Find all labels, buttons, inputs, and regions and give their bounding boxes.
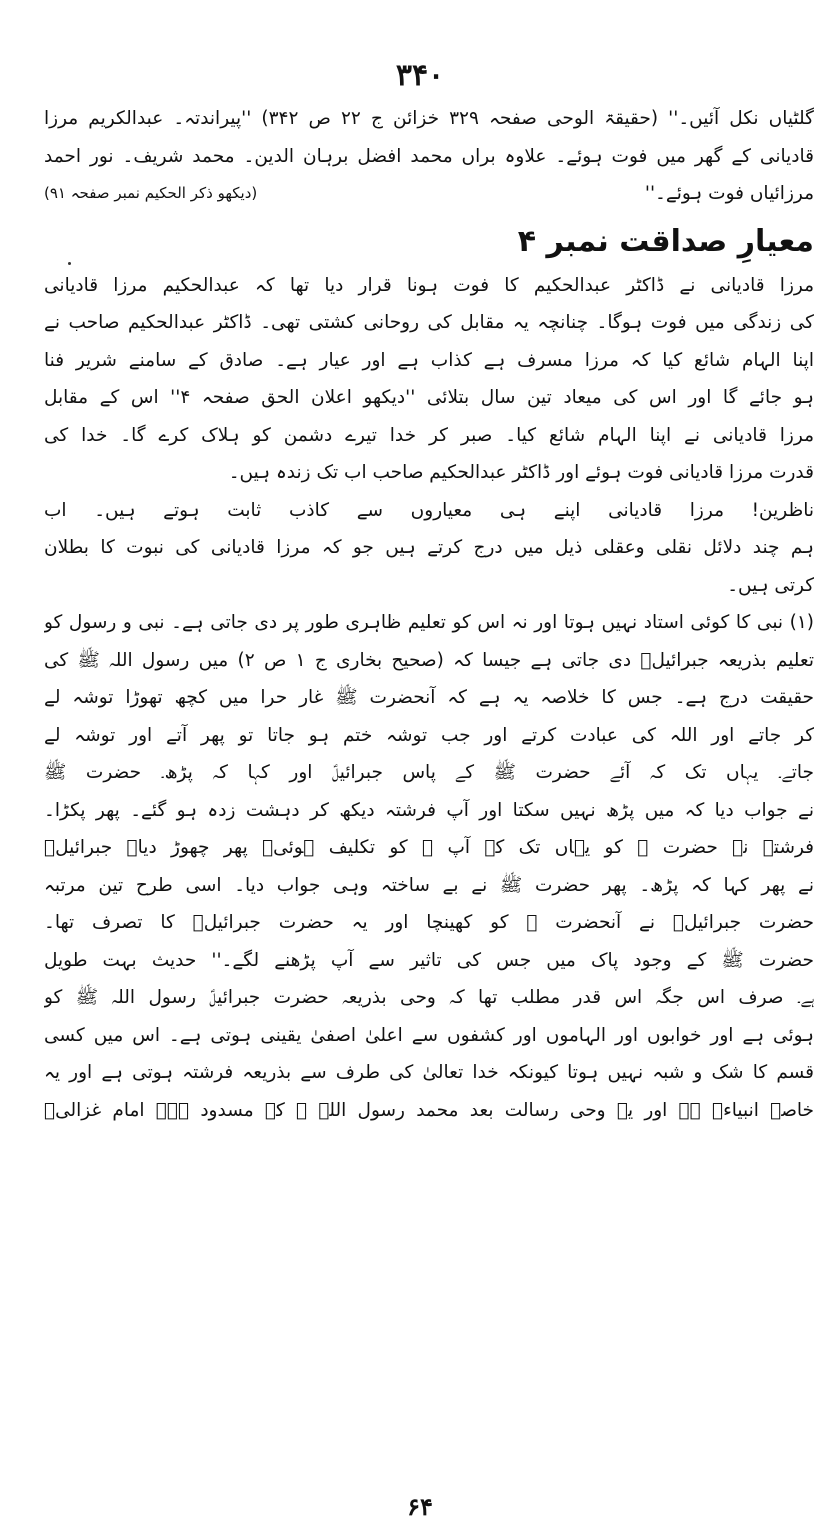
text-line: مرزا قادیانی نے ڈاکٹر عبدالحکیم کا فوت ہونا قرار دیا تھا کہ عبدالحکیم مرزا قادیانی xyxy=(44,274,814,296)
text-line: مرزا قادیانی نے اپنا الہام شائع کیا۔ صبر کر خدا تیرے دشمن کو ہلاک کرے گا۔ خدا کی xyxy=(44,424,814,446)
text-line: جاتے۔ یہاں تک کہ آئے حضرت ﷺ کے پاس جبرائیلؑ اور کہا کہ پڑھ۔ حضرت ﷺ xyxy=(44,762,814,783)
page-header-number: ۳۴۰ xyxy=(395,58,445,93)
text-line: تعلیم بذریعہ جبرائیلؑ دی جاتی ہے جیسا کہ (صحیح بخاری ج ۱ ص ۲) میں رسول اللہ ﷺ کی xyxy=(44,649,814,671)
text-line: نے جواب دیا کہ میں پڑھ نہیں سکتا اور آپ فرشتہ دیکھ کر دہشت زدہ ہو گئے۔ پھر پکڑا۔ xyxy=(44,799,814,821)
text-line: گلٹیاں نکل آئیں۔'' (حقیقۃ الوحی صفحہ ۳۲۹ خزائن ج ۲۲ ص ۳۴۲) ''پیراندتہ۔ عبدالکریم مرزا xyxy=(44,108,814,129)
text-line: ہوئی ہے اور خوابوں اور الہاموں اور کشفوں سے اعلیٰ اصفیٰ یقینی ہوتی ہے۔ اس میں کسی xyxy=(44,1024,814,1046)
page-body xyxy=(44,100,814,1129)
text-line: قادیانی کے گھر میں فوت ہوئے۔ علاوہ براں محمد افضل برہان الدین۔ محمد شریف۔ نور احمد xyxy=(44,145,814,167)
text-line: قدرت مرزا قادیانی فوت ہوئے اور ڈاکٹر عبدالحکیم صاحب اب تک زندہ ہیں۔ xyxy=(228,462,814,483)
text-line: ہو جائے گا اور اس کی میعاد تین سال بتلائی ''دیکھو اعلان الحق صفحہ ۴'' اس کے مقابل xyxy=(44,387,814,408)
paragraph-3 xyxy=(44,604,814,1129)
text-line: حضرت جبرائیلؑ نے آنحضرت ﷺ کو کھینچا اور یہ حضرت جبرائیلؑ کا تصرف تھا۔ xyxy=(44,912,814,933)
text-line: کرتی ہیں۔ xyxy=(727,574,814,596)
text-line: ہے۔ صرف اس جگہ اس قدر مطلب تھا کہ وحی بذریعہ حضرت جبرائیلؑ رسول اللہ ﷺ کو xyxy=(44,987,814,1008)
text-line xyxy=(44,175,814,213)
intro-last-line: مرزائیاں فوت ہوئے۔'' xyxy=(644,183,814,204)
section-heading: معیارِ صداقت نمبر ۴ xyxy=(517,223,814,259)
text-line: (۱) نبی کا کوئی استاد نہیں ہوتا اور نہ اس کو تعلیم ظاہری طور پر دی جاتی ہے۔ نبی و رسول کو xyxy=(44,612,814,633)
intro-paragraph xyxy=(44,100,814,213)
text-line: حقیقت درج ہے۔ جس کا خلاصہ یہ ہے کہ آنحضرت ﷺ غار حرا میں کچھ تھوڑا توشہ لے xyxy=(44,687,814,708)
text-line: کی زندگی میں فوت ہوگا۔ چنانچہ یہ مقابل کی روحانی کشتی تھی۔ ڈاکٹر عبدالحکیم صاحب نے xyxy=(44,312,814,333)
text-line: قسم کا شک و شبہ نہیں ہوتا کیونکہ خدا تعالیٰ کی طرف سے بذریعہ فرشتہ ہوتی ہے اور یہ xyxy=(44,1062,814,1083)
text-line: اپنا الہام شائع کیا کہ مرزا مسرف ہے کذاب ہے اور عیار ہے۔ صادق کے سامنے شریر فنا xyxy=(44,349,814,371)
citation: (دیکھو ذکر الحکیم نمبر صفحہ ۹۱) xyxy=(44,184,258,202)
text-line: کر جاتے اور اللہ کی عبادت کرتے اور جب توشہ ختم ہو جاتا تو پھر آتے اور توشہ لے xyxy=(44,724,814,746)
scan-speck xyxy=(68,262,71,265)
text-line: ناظرین! مرزا قادیانی اپنے ہی معیاروں سے کاذب ثابت ہوتے ہیں۔ اب xyxy=(44,499,814,521)
page-footer-number: ۶۴ xyxy=(407,1492,433,1521)
text-line: ہم چند دلائل نقلی وعقلی ذیل میں درج کرتے ہیں جو کہ مرزا قادیانی کی نبوت کا بطلان xyxy=(44,537,814,558)
text-line: خاصہ انبیاءؑ ہے اور یہ وحی رسالت بعد محمد رسول اللہ ﷺ کے مسدود ہے۔ امام غزالیؒ xyxy=(44,1099,814,1121)
paragraph-2 xyxy=(44,492,814,605)
text-line: نے پھر کہا کہ پڑھ۔ پھر حضرت ﷺ نے بے ساختہ وہی جواب دیا۔ اسی طرح تین مرتبہ xyxy=(44,874,814,896)
text-line: فرشتے نے حضرت ﷺ کو یہاں تک کہ آپ ﷺ کو تکلیف ہوئی۔ پھر چھوڑ دیا۔ جبرائیلؑ xyxy=(44,837,814,858)
text-line: حضرت ﷺ کے وجود پاک میں جس کی تاثیر سے آپ پڑھنے لگے۔'' حدیث بہت طویل xyxy=(44,949,814,971)
paragraph-1 xyxy=(44,267,814,492)
